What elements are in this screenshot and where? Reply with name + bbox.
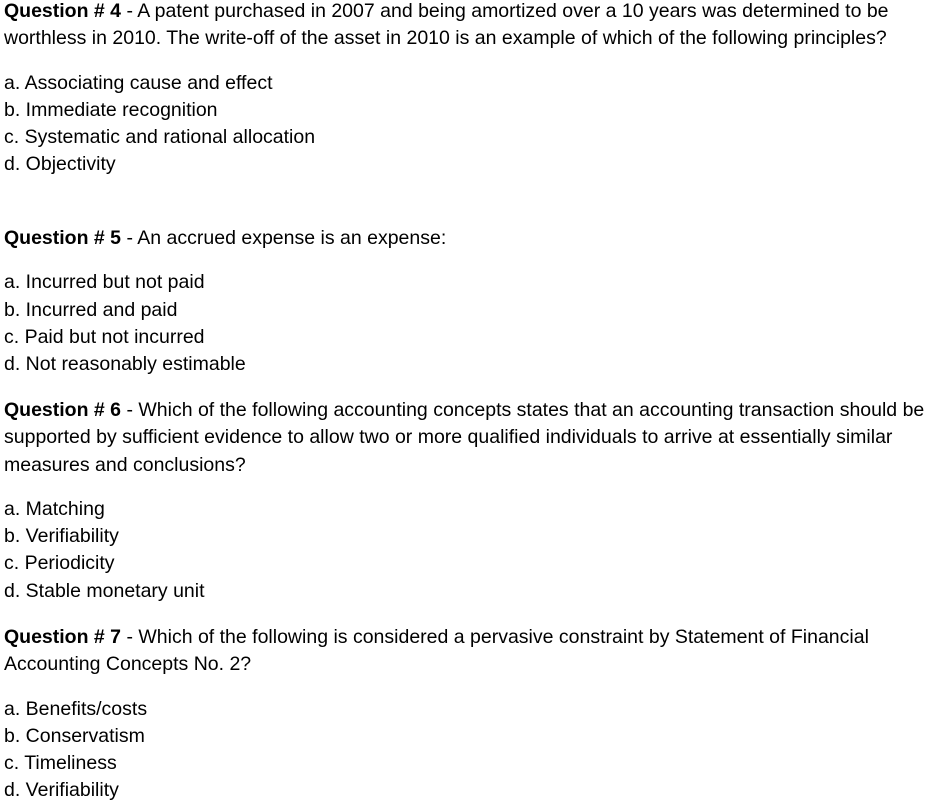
option-c: c. Timeliness [4, 752, 117, 775]
question-5 [4, 225, 934, 378]
option-d: d. Not reasonably estimable [4, 353, 246, 376]
question-6-options [4, 496, 934, 605]
question-7-prompt [4, 624, 939, 679]
question-4-text: - A patent purchased in 2007 and being amortized over a 10 years was determined to be worthless in 2010. The write-off of the asset in 2010 is an example of which of the following principles? [4, 0, 889, 50]
question-4-options [4, 70, 934, 179]
option-b: b. Incurred and paid [4, 298, 178, 321]
question-5-options [4, 269, 934, 378]
question-5-text: - An accrued expense is an expense: [121, 227, 447, 249]
question-4-label: Question # 4 [4, 0, 122, 22]
question-7-text: - Which of the following is considered a pervasive constraint by Statement of Financial Accounting Concepts No. 2? [4, 626, 869, 676]
option-a: a. Benefits/costs [4, 697, 148, 720]
question-4 [4, 0, 934, 179]
option-c: c. Paid but not incurred [4, 325, 205, 348]
question-6-prompt [4, 397, 934, 479]
question-5-prompt [4, 225, 934, 252]
option-a: a. Associating cause and effect [4, 71, 273, 94]
option-d: d. Stable monetary unit [4, 579, 205, 602]
question-7-options [4, 696, 939, 805]
option-c: c. Periodicity [4, 552, 115, 575]
question-4-prompt [4, 0, 934, 53]
question-5-label: Question # 5 [4, 227, 122, 249]
option-a: a. Incurred but not paid [4, 271, 205, 294]
question-6 [4, 397, 934, 605]
option-d: d. Objectivity [4, 153, 116, 176]
question-7-label: Question # 7 [4, 626, 122, 648]
option-c: c. Systematic and rational allocation [4, 126, 316, 149]
option-b: b. Conservatism [4, 724, 145, 747]
option-b: b. Verifiability [4, 525, 119, 548]
question-7 [4, 624, 939, 805]
option-a: a. Matching [4, 497, 105, 520]
question-6-label: Question # 6 [4, 399, 122, 421]
option-b: b. Immediate recognition [4, 98, 218, 121]
question-6-text: - Which of the following accounting concepts states that an accounting transaction should be supported by sufficient evidence to allow two or more qualified individuals to arrive at essentially similar measures and conclusions? [4, 399, 925, 476]
option-d: d. Verifiability [4, 779, 119, 802]
